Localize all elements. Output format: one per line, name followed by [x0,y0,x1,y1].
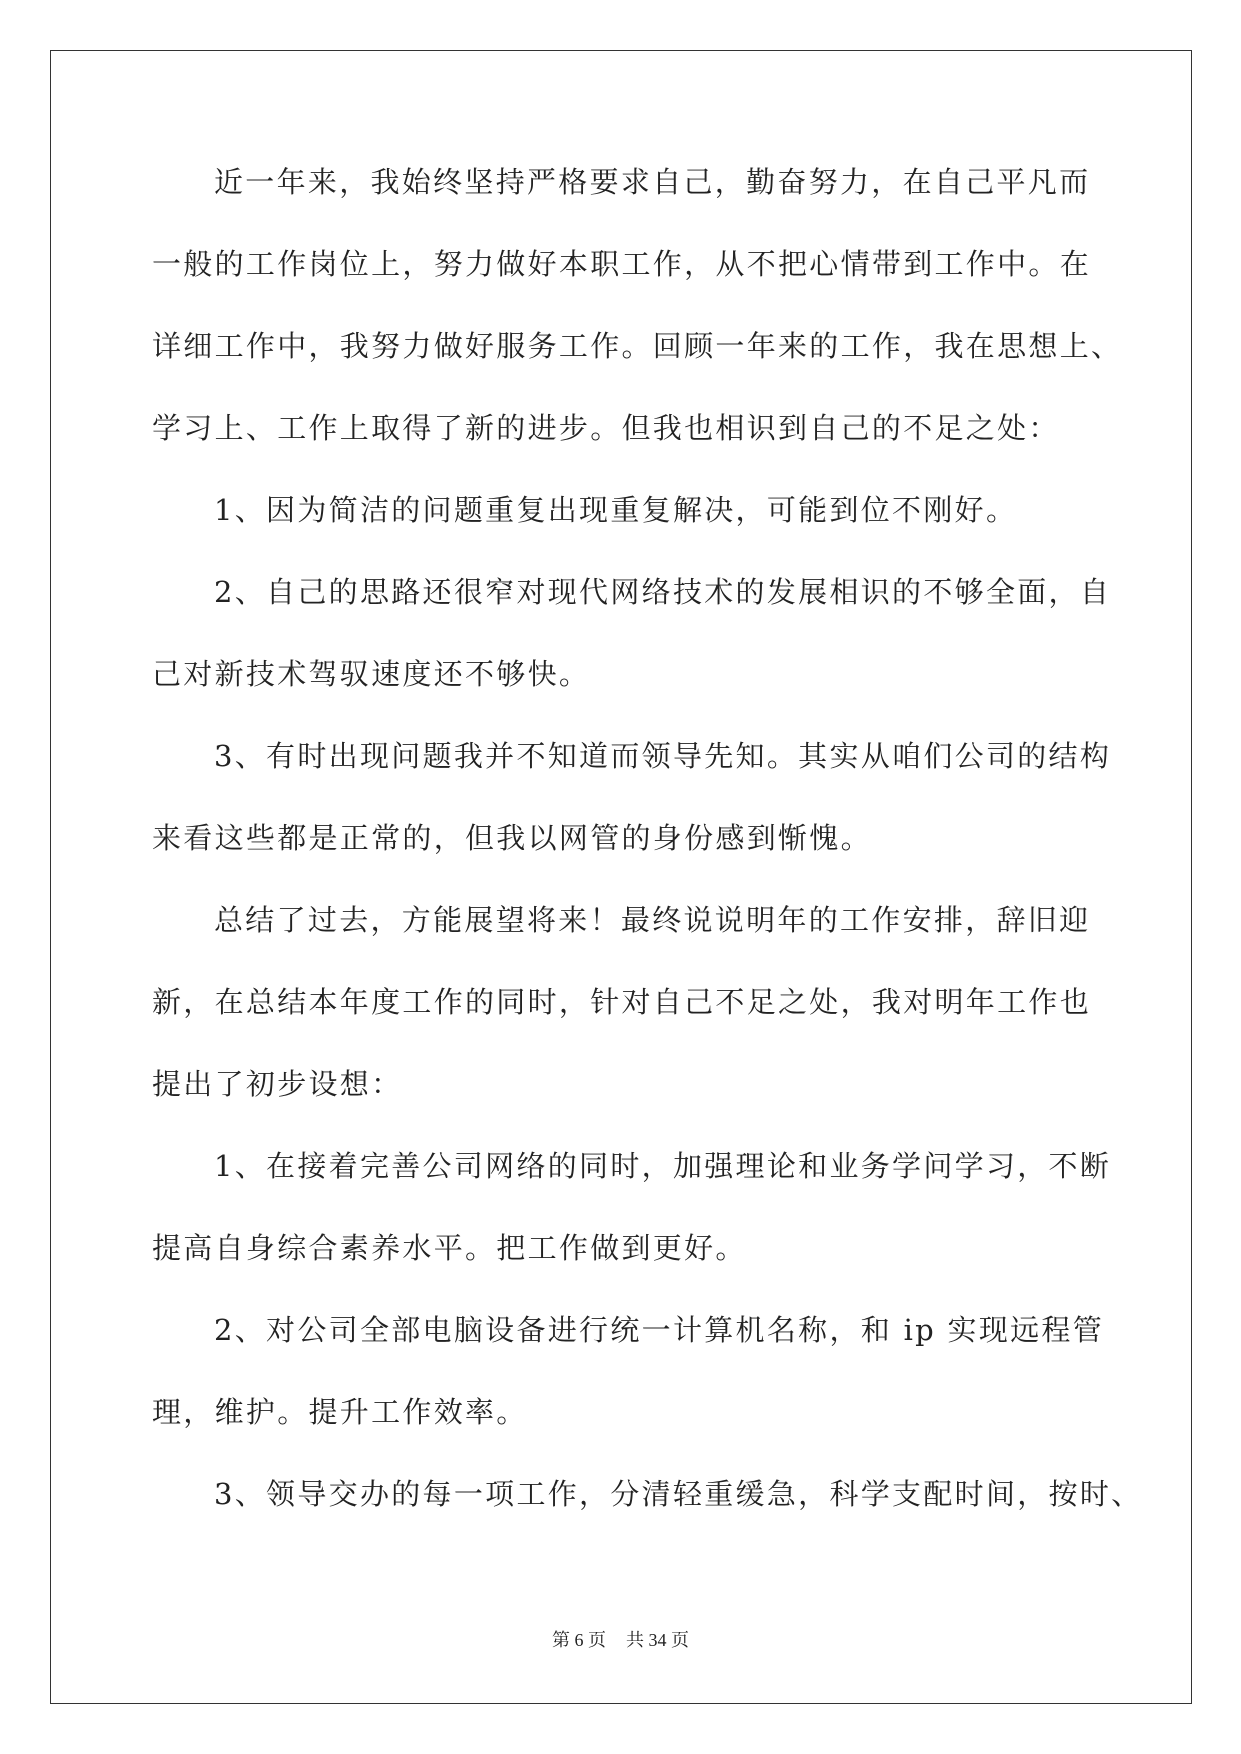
page-frame [50,50,1192,1704]
page-total: 共 34 页 [626,1630,689,1650]
text-line: 2、自己的思路还很窄对现代网络技术的发展相识的不够全面，自 [214,575,1112,609]
text-line: 新，在总结本年度工作的同时，针对自己不足之处，我对明年工作也 [152,985,1092,1019]
text-line: 理，维护。提升工作效率。 [152,1395,528,1429]
text-line: 己对新技术驾驭速度还不够快。 [152,657,591,691]
text-line: 2、对公司全部电脑设备进行统一计算机名称，和 ip 实现远程管 [214,1313,1105,1347]
text-line: 一般的工作岗位上，努力做好本职工作，从不把心情带到工作中。在 [152,247,1092,281]
text-line: 学习上、工作上取得了新的进步。但我也相识到自己的不足之处： [152,411,1060,445]
text-line: 3、领导交办的每一项工作，分清轻重缓急，科学支配时间，按时、 [214,1477,1143,1511]
page-number: 第 6 页 [552,1630,606,1650]
text-line: 来看这些都是正常的，但我以网管的身份感到惭愧。 [152,821,872,855]
text-line: 近一年来，我始终坚持严格要求自己，勤奋努力，在自己平凡而 [214,165,1091,199]
text-line: 1、在接着完善公司网络的同时，加强理论和业务学问学习，不断 [214,1149,1112,1183]
text-line: 提高自身综合素养水平。把工作做到更好。 [152,1231,747,1265]
text-line: 1、因为简洁的问题重复出现重复解决，可能到位不刚好。 [214,493,1018,527]
text-line: 3、有时出现问题我并不知道而领导先知。其实从咱们公司的结构 [214,739,1112,773]
text-line: 提出了初步设想： [152,1067,403,1101]
text-line: 总结了过去，方能展望将来！最终说说明年的工作安排，辞旧迎 [214,903,1091,937]
page-footer [0,1626,1241,1652]
text-line: 详细工作中，我努力做好服务工作。回顾一年来的工作，我在思想上、 [152,329,1123,363]
